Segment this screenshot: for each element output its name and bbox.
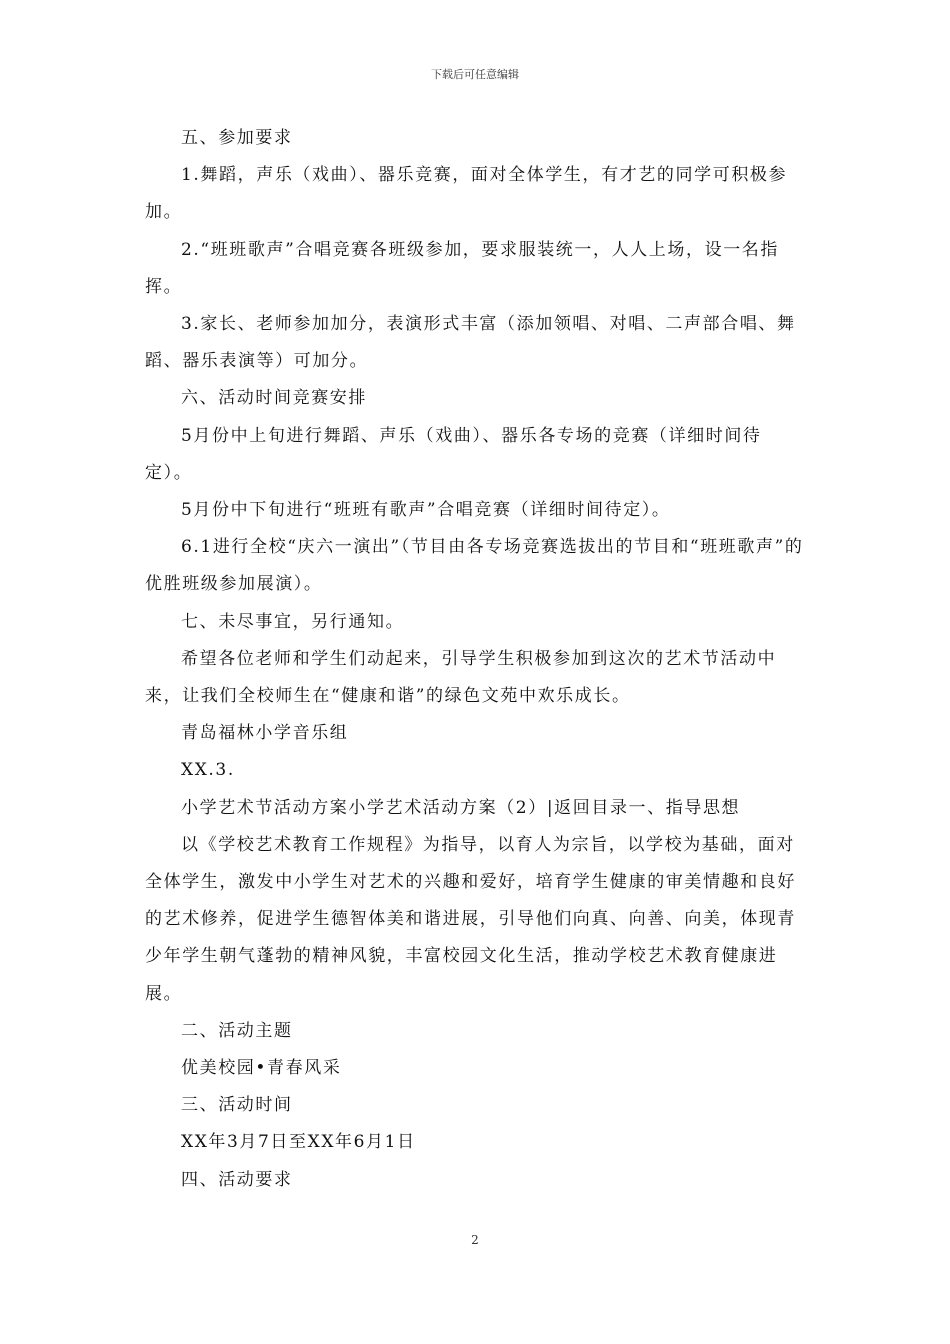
paragraph: 5月份中上旬进行舞蹈、声乐（戏曲）、器乐各专场的竞赛（详细时间待定）。: [145, 425, 762, 483]
section-heading-7: 七、未尽事宜，另行通知。: [181, 611, 405, 632]
page-number: 2: [471, 1233, 479, 1247]
page-header: 下载后可任意编辑: [431, 68, 519, 81]
signature-date: XX.3.: [181, 760, 235, 781]
section-heading-5: 五、参加要求: [181, 128, 293, 148]
paragraph: 5月份中下旬进行“班班有歌声”合唱竞赛（详细时间待定）。: [181, 500, 671, 521]
paragraph: 以《学校艺术教育工作规程》为指导，以育人为宗旨，以学校为基础，面对全体学生，激发中小学生对艺术的兴趣和爱好，培育学生健康的审美情趣和良好的艺术修养，促进学生德智体美和谐进展，引导他们向真、向善、向美，体现青少年学生朝气蓬勃的精神风貌，丰富校园文化生活，推动学校艺术教育健康进展。: [145, 834, 796, 1004]
paragraph: 2.“班班歌声”合唱竞赛各班级参加，要求服装统一，人人上场，设一名指挥。: [145, 239, 779, 297]
document-title-line: 小学艺术节活动方案小学艺术活动方案（2）|返回目录一、指导思想: [181, 797, 741, 818]
paragraph: 优美校园•青春风采: [181, 1058, 342, 1079]
section-heading-2: 二、活动主题: [181, 1020, 293, 1041]
paragraph: 1.舞蹈，声乐（戏曲）、器乐竞赛，面对全体学生，有才艺的同学可积极参加。: [145, 165, 788, 223]
section-heading-3: 三、活动时间: [181, 1095, 293, 1116]
paragraph: XX年3月7日至XX年6月1日: [181, 1132, 416, 1153]
paragraph: 3.家长、老师参加加分，表演形式丰富（添加领唱、对唱、二声部合唱、舞蹈、器乐表演等）可加分。: [145, 314, 796, 372]
document-body: [145, 120, 807, 1199]
signature-org: 青岛福林小学音乐组: [181, 723, 349, 744]
paragraph: 6.1进行全校“庆六一演出”（节目由各专场竞赛选拔出的节目和“班班歌声”的优胜班级参加展演）。: [145, 537, 804, 595]
section-heading-4: 四、活动要求: [181, 1169, 293, 1190]
paragraph: 希望各位老师和学生们动起来，引导学生积极参加到这次的艺术节活动中来，让我们全校师生在“健康和谐”的绿色文苑中欢乐成长。: [145, 648, 777, 707]
section-heading-6: 六、活动时间竞赛安排: [181, 388, 367, 409]
